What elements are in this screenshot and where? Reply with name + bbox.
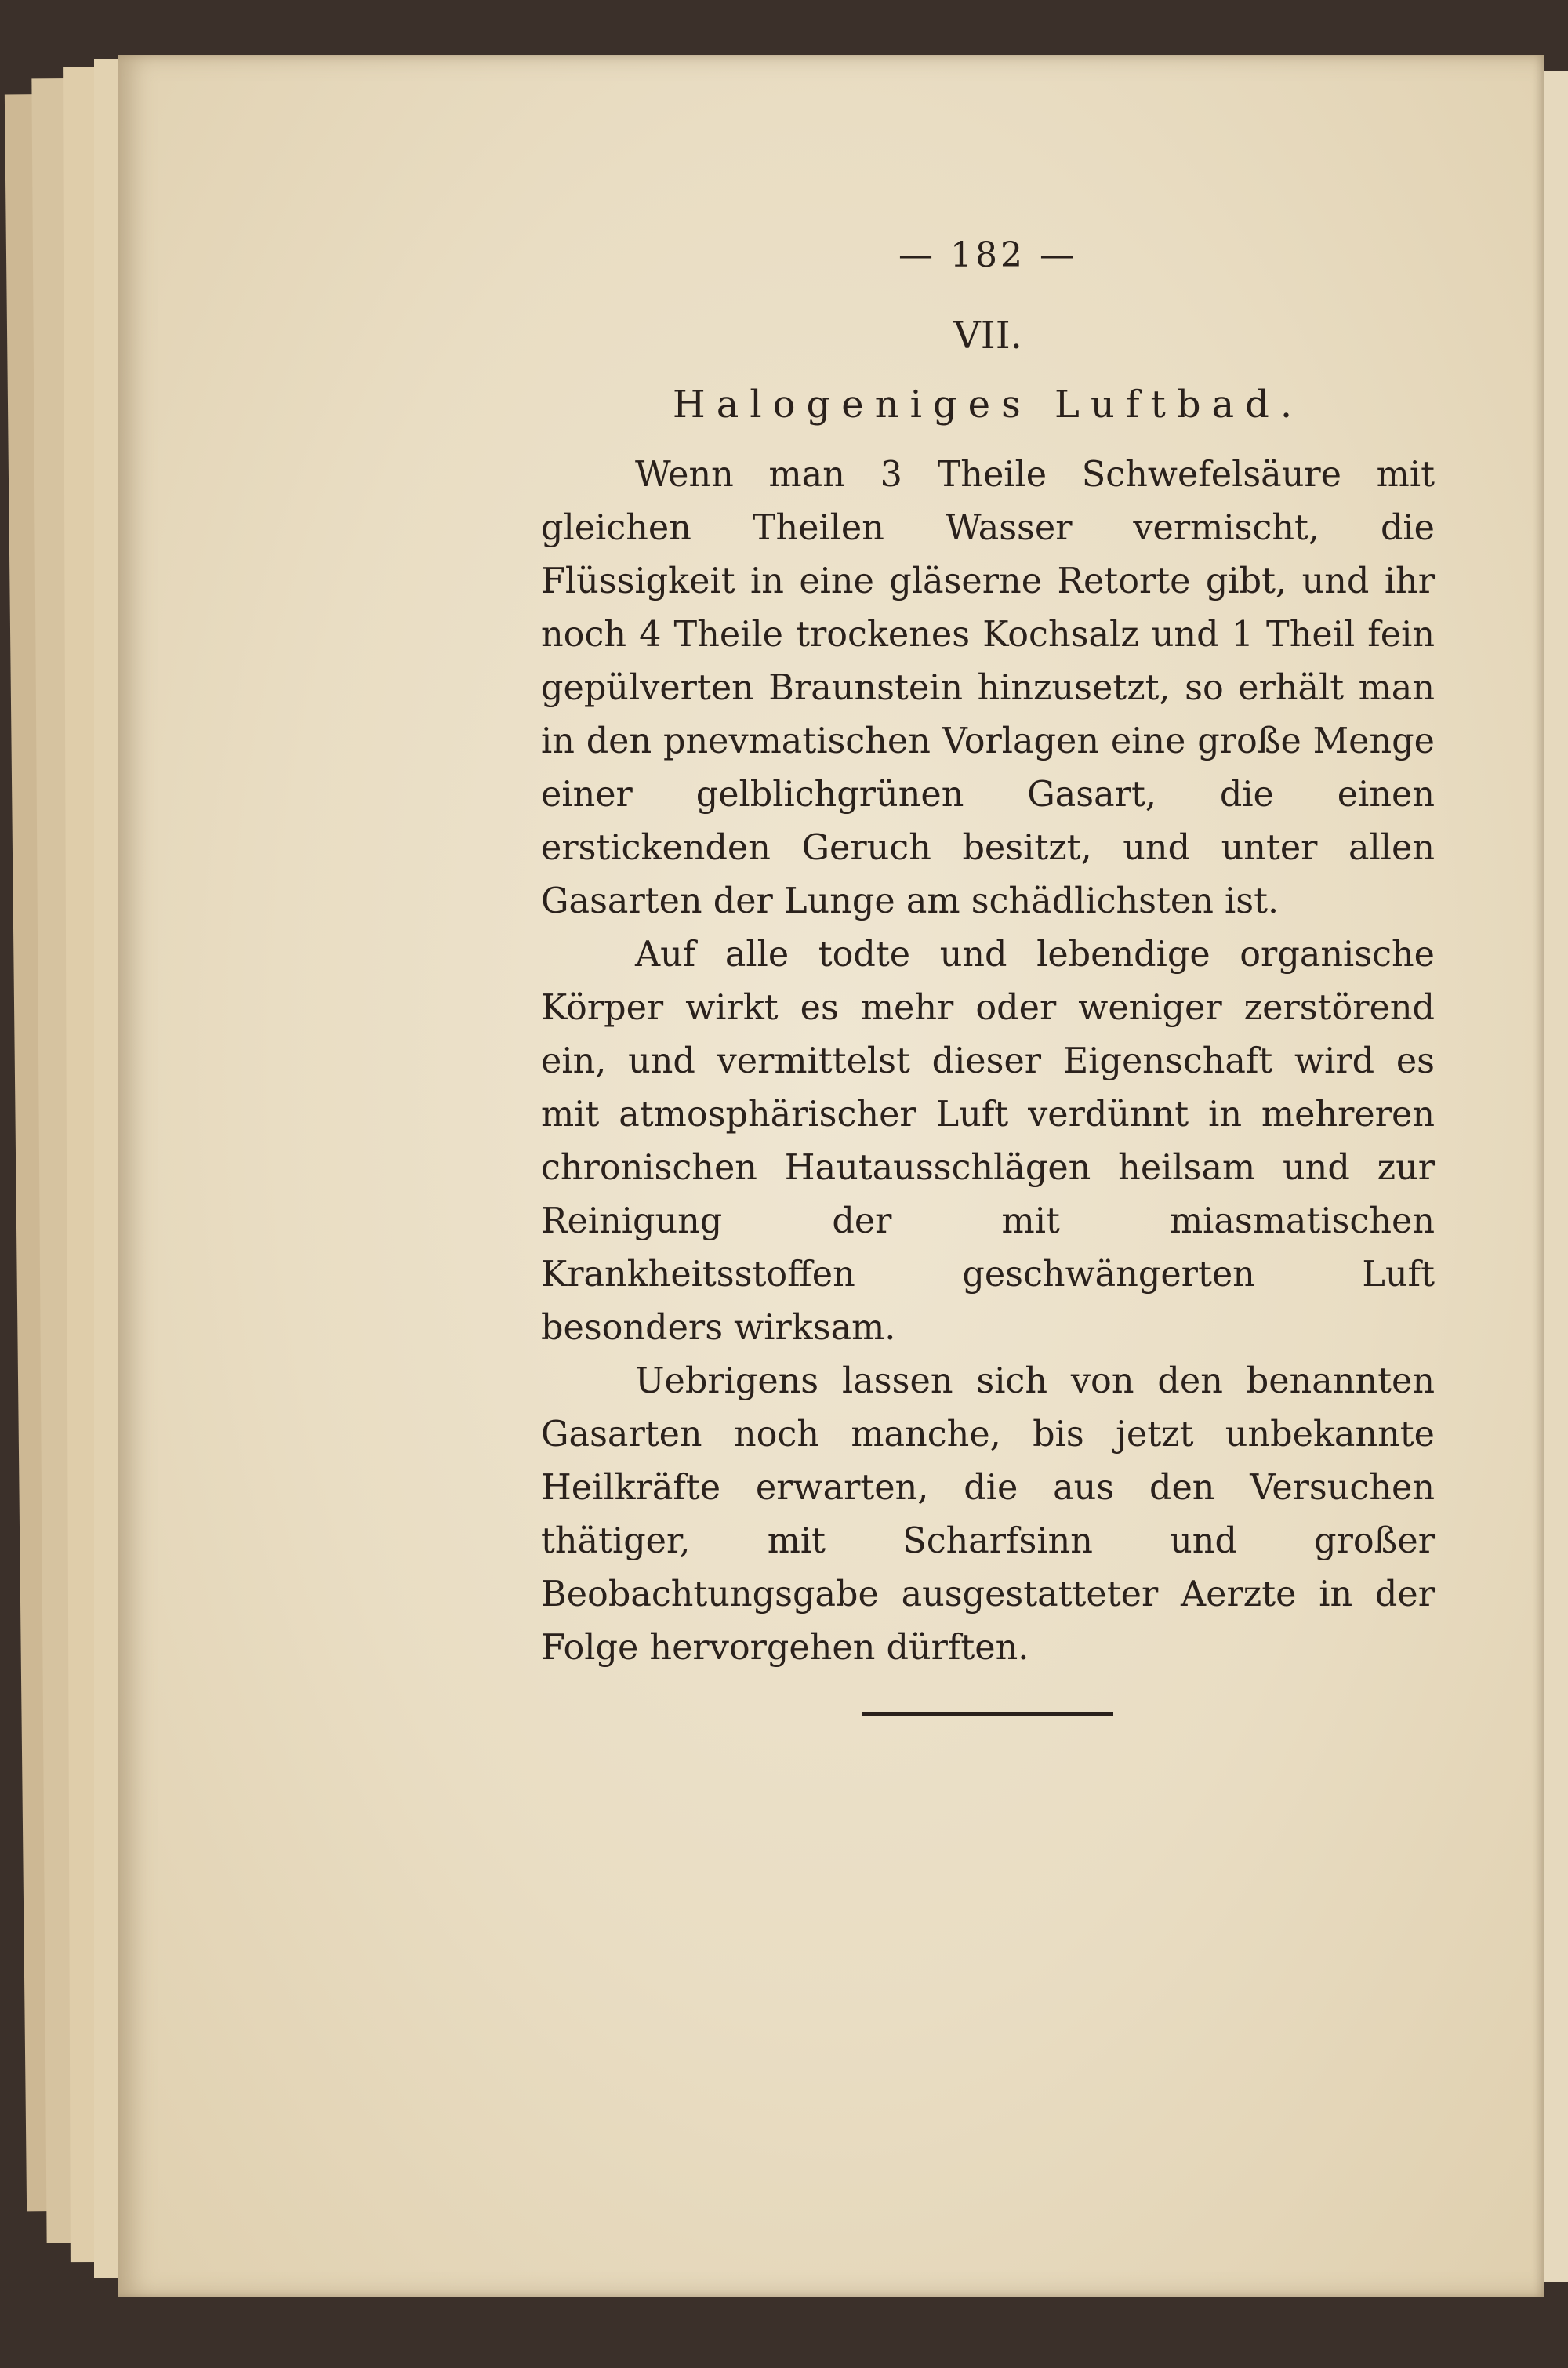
paragraph-1: Wenn man 3 Theile Schwefelsäure mit gleichen Theilen Wasser vermischt, die Flüssigkeit in eine gläserne Retorte gibt, und ihr noch 4 Theile trockenes Kochsalz und 1 Theil fein gepülverten Braunstein hinzusetzt, so erhält man in den pnevmatischen Vorlagen eine große Menge einer gelblichgrünen Gasart, die einen erstickenden Geruch besitzt, und unter allen Gasarten der Lunge am schädlichsten ist. <box>541 455 1435 921</box>
chapter-number: VII. <box>953 314 1022 358</box>
running-head-page-number: — 182 — <box>898 235 1077 275</box>
section-heading: Halogeniges Luftbad. <box>672 383 1304 427</box>
paragraph-3: Uebrigens lassen sich von den benannten Gasarten noch manche, bis jetzt unbekannte Heilkräfte erwarten, die aus den Versuchen thätiger, mit Scharfsinn und großer Beobachtungsgabe ausgestatteter Aerzte in der Folge hervorgehen dürften. <box>541 1361 1435 1668</box>
page-text-block <box>541 235 1435 1716</box>
paragraph-2: Auf alle todte und lebendige organische Körper wirkt es mehr oder weniger zerstörend ein, und vermittelst dieser Eigenschaft wird es mit atmosphärischer Luft verdünnt in mehreren chronischen Hautausschlägen heilsam und zur Reinigung der mit miasmatischen Krankheitsstoffen geschwängerten Luft besonders wirksam. <box>541 935 1435 1348</box>
closing-rule <box>862 1712 1113 1716</box>
